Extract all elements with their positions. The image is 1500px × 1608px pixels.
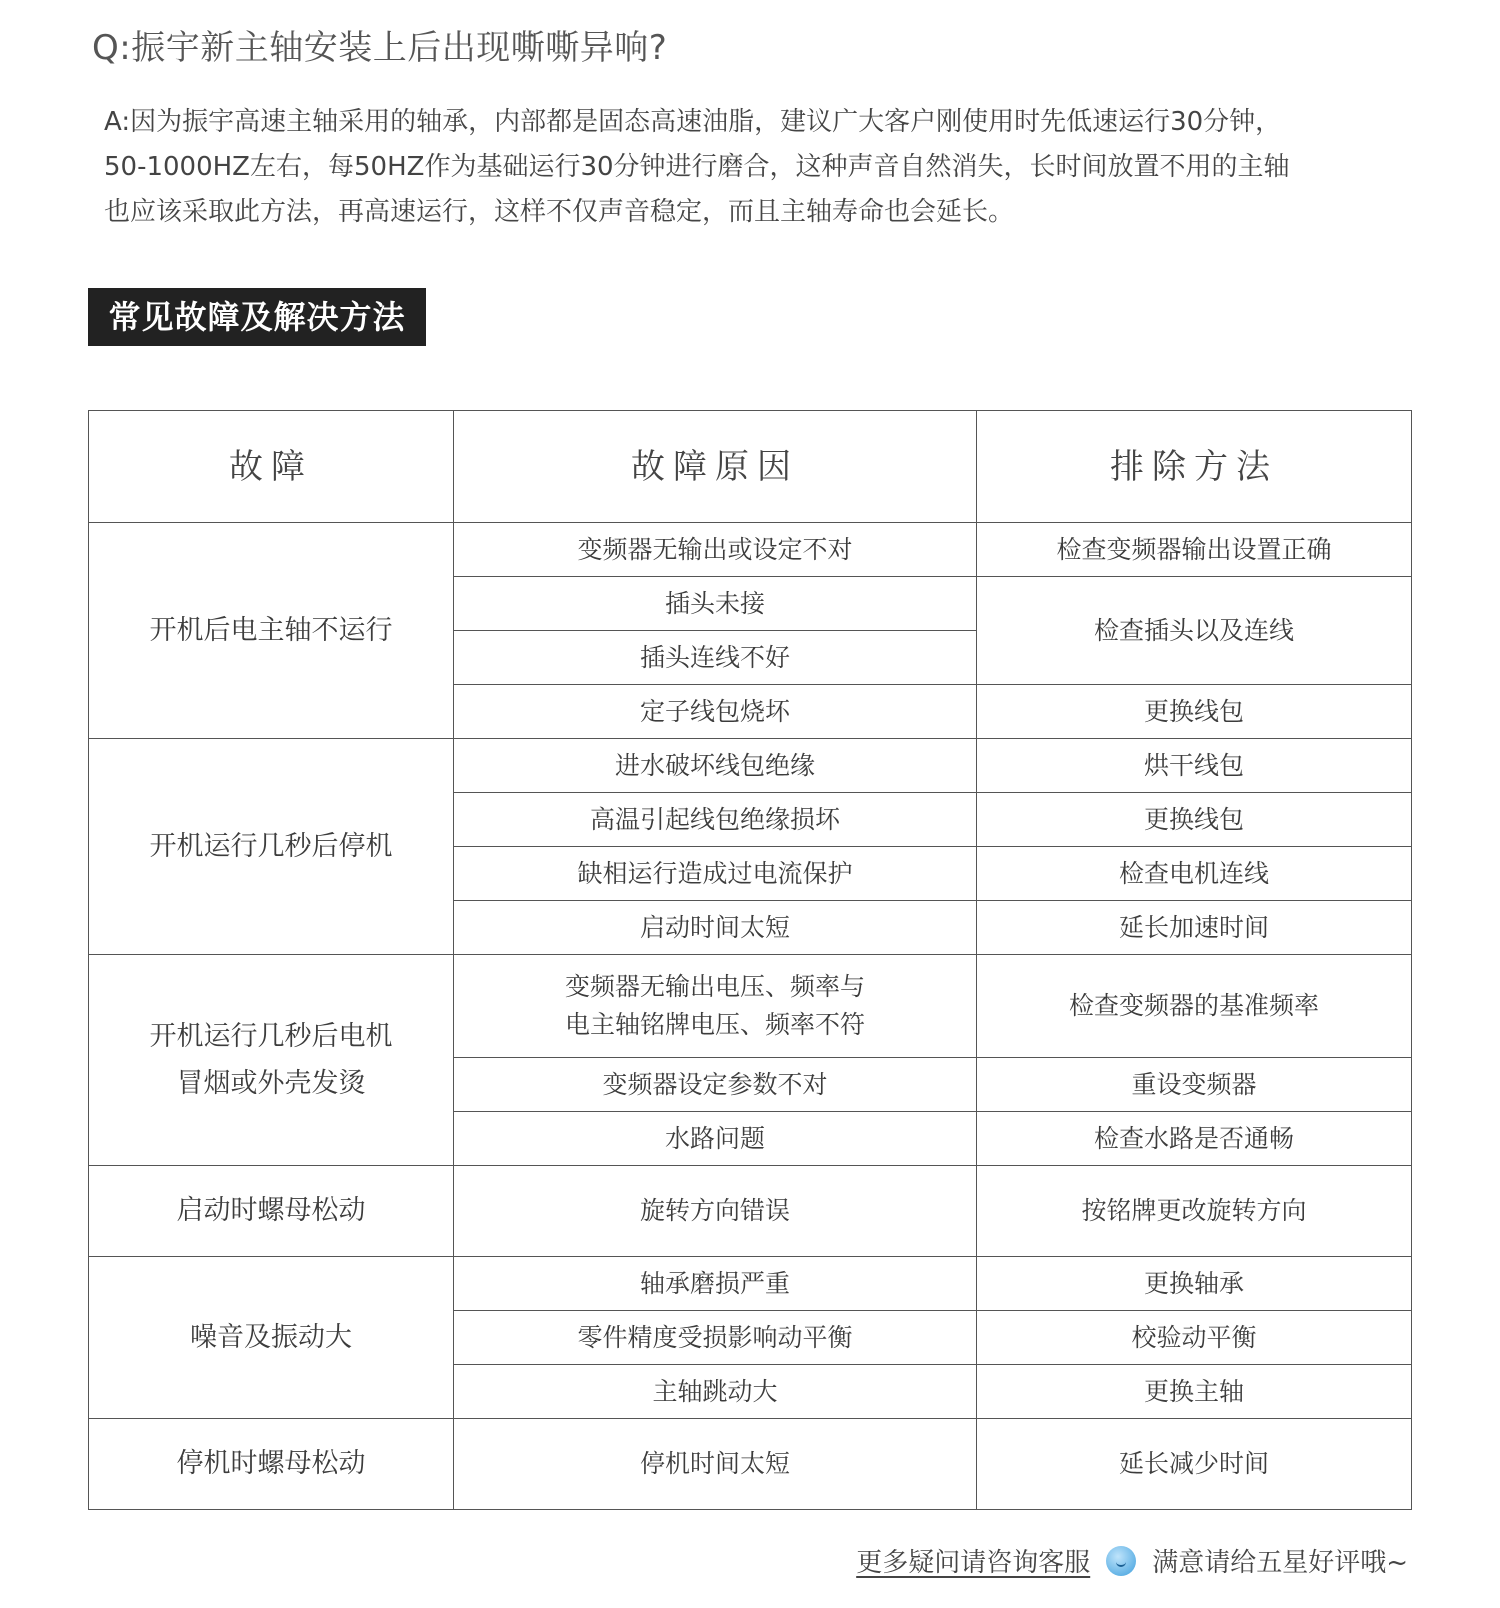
cause-cell: 旋转方向错误 — [454, 1166, 977, 1257]
solution-cell: 更换主轴 — [977, 1365, 1412, 1419]
solution-cell: 检查变频器的基准频率 — [977, 955, 1412, 1058]
header-solution: 排除方法 — [977, 411, 1412, 523]
cause-cell: 零件精度受损影响动平衡 — [454, 1311, 977, 1365]
cause-cell: 插头连线不好 — [454, 631, 977, 685]
solution-cell: 检查变频器输出设置正确 — [977, 523, 1412, 577]
fault-cell: 启动时螺母松动 — [89, 1166, 454, 1257]
cause-cell: 变频器设定参数不对 — [454, 1058, 977, 1112]
section-title: 常见故障及解决方法 — [88, 288, 426, 346]
solution-cell: 更换线包 — [977, 685, 1412, 739]
cause-cell: 定子线包烧坏 — [454, 685, 977, 739]
fault-cell: 开机后电主轴不运行 — [89, 523, 454, 739]
table-header-row — [89, 411, 1412, 523]
table-row — [89, 955, 1412, 1058]
answer-line: 也应该采取此方法，再高速运行，这样不仅声音稳定，而且主轴寿命也会延长。 — [104, 197, 1015, 227]
faq-answer — [104, 100, 1404, 235]
cause-cell: 主轴跳动大 — [454, 1365, 977, 1419]
customer-service-link[interactable]: 更多疑问请咨询客服 — [856, 1548, 1091, 1578]
answer-line: A:因为振宇高速主轴采用的轴承，内部都是固态高速油脂，建议广大客户刚使用时先低速运行30分钟， — [104, 107, 1282, 137]
solution-cell: 检查电机连线 — [977, 847, 1412, 901]
footer — [856, 1542, 1408, 1579]
cause-cell: 插头未接 — [454, 577, 977, 631]
cause-cell: 变频器无输出电压、频率与 电主轴铭牌电压、频率不符 — [454, 955, 977, 1058]
water-drop-mascot-icon — [1106, 1546, 1136, 1576]
table-row — [89, 1257, 1412, 1311]
table-row — [89, 1419, 1412, 1510]
fault-cell: 开机运行几秒后电机 冒烟或外壳发烫 — [89, 955, 454, 1166]
cause-cell: 水路问题 — [454, 1112, 977, 1166]
solution-cell: 更换轴承 — [977, 1257, 1412, 1311]
solution-cell: 校验动平衡 — [977, 1311, 1412, 1365]
table-row — [89, 739, 1412, 793]
faq-question: Q:振宇新主轴安装上后出现嘶嘶异响? — [92, 28, 668, 68]
solution-cell: 延长减少时间 — [977, 1419, 1412, 1510]
solution-cell: 检查水路是否通畅 — [977, 1112, 1412, 1166]
table-row — [89, 523, 1412, 577]
header-fault: 故障 — [89, 411, 454, 523]
cause-cell: 轴承磨损严重 — [454, 1257, 977, 1311]
answer-line: 50-1000HZ左右，每50HZ作为基础运行30分钟进行磨合，这种声音自然消失，长时间放置不用的主轴 — [104, 152, 1290, 182]
cause-cell: 变频器无输出或设定不对 — [454, 523, 977, 577]
cause-cell: 高温引起线包绝缘损坏 — [454, 793, 977, 847]
table-row — [89, 1166, 1412, 1257]
solution-cell: 延长加速时间 — [977, 901, 1412, 955]
fault-cell: 停机时螺母松动 — [89, 1419, 454, 1510]
header-cause: 故障原因 — [454, 411, 977, 523]
cause-cell: 启动时间太短 — [454, 901, 977, 955]
cause-cell: 停机时间太短 — [454, 1419, 977, 1510]
solution-cell: 重设变频器 — [977, 1058, 1412, 1112]
rating-tagline: 满意请给五星好评哦~ — [1152, 1548, 1408, 1578]
solution-cell: 按铭牌更改旋转方向 — [977, 1166, 1412, 1257]
fault-cell: 噪音及振动大 — [89, 1257, 454, 1419]
fault-table — [88, 410, 1412, 1510]
cause-cell: 进水破坏线包绝缘 — [454, 739, 977, 793]
solution-cell: 更换线包 — [977, 793, 1412, 847]
solution-cell: 检查插头以及连线 — [977, 577, 1412, 685]
cause-cell: 缺相运行造成过电流保护 — [454, 847, 977, 901]
fault-cell: 开机运行几秒后停机 — [89, 739, 454, 955]
solution-cell: 烘干线包 — [977, 739, 1412, 793]
